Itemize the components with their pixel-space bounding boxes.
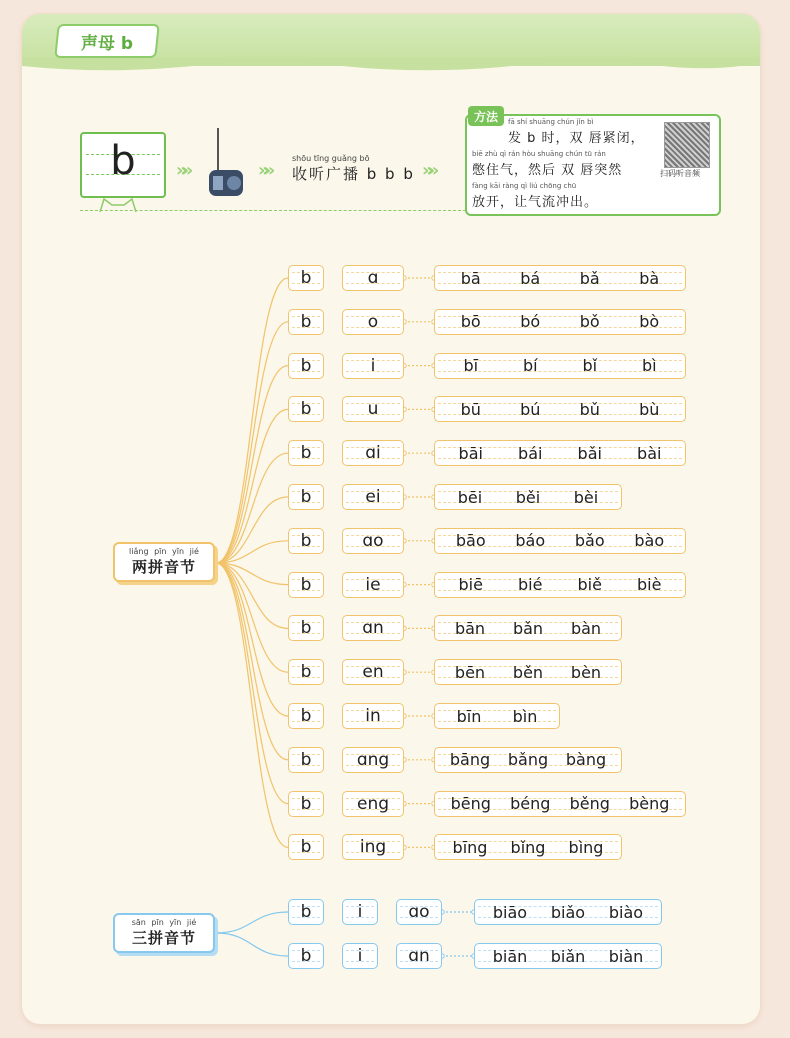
result-syllable: bǐng <box>510 837 546 857</box>
result-box <box>434 834 622 860</box>
result-syllable: bò <box>639 312 660 332</box>
final-box-text: eng <box>356 793 390 814</box>
initial-box-text: b <box>300 268 312 288</box>
result-box <box>434 484 622 510</box>
result-syllable: bí <box>522 356 538 376</box>
final-box <box>396 943 442 969</box>
result-syllable: běi <box>515 487 541 507</box>
final-box <box>342 484 404 510</box>
result-syllable: bèn <box>570 662 602 682</box>
initial-box <box>288 834 324 860</box>
final-box <box>342 309 404 335</box>
result-syllable: bà <box>639 268 660 288</box>
result-syllable: bāo <box>455 531 486 551</box>
medial-box <box>342 943 378 969</box>
result-syllable: bā <box>460 268 481 288</box>
final-box-text: ɑng <box>356 749 390 770</box>
two-part-label: liǎng pīn yīn jié 两拼音节 <box>113 542 215 582</box>
final-box-text: in <box>365 706 381 726</box>
initial-box-text: b <box>300 706 312 726</box>
initial-box <box>288 659 324 685</box>
final-box <box>342 528 404 554</box>
initial-box-text: b <box>300 946 312 966</box>
result-syllable: biǎn <box>550 946 586 966</box>
final-box <box>342 791 404 817</box>
result-box <box>434 528 686 554</box>
letter-glyph: b <box>110 138 136 184</box>
result-box <box>474 943 662 969</box>
qr-label: 扫码听音频 <box>660 169 700 178</box>
initial-box <box>288 528 324 554</box>
final-box <box>342 834 404 860</box>
result-box <box>434 615 622 641</box>
result-syllable: biàn <box>608 946 644 966</box>
initial-box <box>288 899 324 925</box>
result-syllable: bì <box>641 356 657 376</box>
result-syllable: bái <box>518 443 543 463</box>
initial-box-text: b <box>300 311 312 332</box>
final-box <box>342 265 404 291</box>
result-syllable: bǔ <box>579 399 600 419</box>
final-box-text: i <box>370 355 376 376</box>
arrow-icon: »» <box>176 160 188 181</box>
initial-box-text: b <box>300 530 312 551</box>
result-syllable: bèng <box>629 794 670 814</box>
result-syllable: báo <box>515 531 546 551</box>
initial-box <box>288 615 324 641</box>
final-box-text: ɑn <box>362 618 384 639</box>
result-syllable: bāi <box>458 443 483 463</box>
initial-box-text: b <box>300 837 312 858</box>
final-box <box>342 703 404 729</box>
method-tag: 方法 <box>468 106 504 126</box>
arrow-icon: »» <box>422 160 434 181</box>
result-syllable: biào <box>608 902 644 922</box>
initial-box <box>288 747 324 773</box>
method-line: biē zhù qì rán hòu shuāng chún tū rán 憋住气，然后 双 唇突然 <box>472 150 623 178</box>
result-syllable: bū <box>460 399 481 419</box>
arrow-icon: »» <box>258 160 270 181</box>
final-box <box>342 572 404 598</box>
result-box <box>434 265 686 291</box>
result-syllable: bīng <box>452 837 488 857</box>
result-box <box>434 396 686 422</box>
initial-box <box>288 353 324 379</box>
result-syllable: bié <box>518 575 543 595</box>
result-syllable: bēi <box>457 487 483 507</box>
method-line: fā shí shuāng chún jǐn bì 发 b 时，双 唇紧闭， <box>508 118 645 146</box>
final-box-text: ie <box>365 574 381 595</box>
section-tag: 声母 b <box>54 24 160 58</box>
medial-box <box>342 899 378 925</box>
initial-box <box>288 484 324 510</box>
listen-text: shōu tīng guǎng bō 收听广播 b b b <box>292 154 415 183</box>
result-syllable: bān <box>454 618 486 638</box>
initial-box <box>288 396 324 422</box>
initial-box-text: b <box>300 443 312 464</box>
final-box-text: o <box>367 311 379 332</box>
medial-box-text: i <box>357 946 363 966</box>
initial-box-text: b <box>300 902 312 922</box>
result-syllable: bàn <box>570 618 602 638</box>
result-syllable: biè <box>637 575 662 595</box>
result-syllable: běn <box>512 662 544 682</box>
result-syllable: biāo <box>492 902 528 922</box>
result-syllable: bìn <box>512 706 538 726</box>
initial-box <box>288 309 324 335</box>
final-box-text: ɑ <box>367 268 379 288</box>
final-box <box>396 899 442 925</box>
initial-box-text: b <box>300 793 312 814</box>
initial-box <box>288 265 324 291</box>
result-syllable: bō <box>460 312 481 332</box>
final-box-text: ei <box>365 487 381 507</box>
result-syllable: bǎi <box>577 443 602 463</box>
result-syllable: bǒ <box>579 312 600 332</box>
result-syllable: bēn <box>454 662 486 682</box>
result-box <box>434 703 560 729</box>
result-box <box>434 659 622 685</box>
result-box <box>434 572 686 598</box>
final-box-text: u <box>367 399 379 420</box>
initial-box <box>288 703 324 729</box>
final-box <box>342 659 404 685</box>
result-syllable: bèi <box>573 487 599 507</box>
initial-box <box>288 943 324 969</box>
result-syllable: biān <box>492 946 528 966</box>
result-syllable: běng <box>569 794 610 814</box>
result-syllable: bǐ <box>582 356 598 376</box>
result-syllable: bìng <box>568 837 604 857</box>
final-box-text: en <box>362 662 384 683</box>
initial-box-text: b <box>300 618 312 639</box>
result-box <box>434 309 686 335</box>
medial-box-text: i <box>357 902 363 922</box>
final-box <box>342 353 404 379</box>
result-syllable: bǎ <box>579 268 600 288</box>
result-syllable: bēng <box>450 794 491 814</box>
final-box-text: ɑo <box>408 902 430 922</box>
result-syllable: bǎo <box>574 531 605 551</box>
initial-box <box>288 440 324 466</box>
result-box <box>434 353 686 379</box>
result-syllable: biǎo <box>550 902 586 922</box>
initial-box-text: b <box>300 487 312 507</box>
final-box-text: ɑi <box>365 443 381 464</box>
method-line: fàng kāi ràng qì liú chōng chū 放开，让气流冲出。 <box>472 182 599 210</box>
initial-box <box>288 791 324 817</box>
result-box <box>434 747 622 773</box>
result-box <box>474 899 662 925</box>
final-box <box>342 747 404 773</box>
result-syllable: bài <box>637 443 662 463</box>
result-syllable: biē <box>458 575 483 595</box>
result-syllable: bào <box>634 531 665 551</box>
result-syllable: bīn <box>456 706 482 726</box>
initial-box-text: b <box>300 399 312 420</box>
final-box-text: ing <box>359 837 387 858</box>
initial-box-text: b <box>300 662 312 683</box>
final-box-text: ɑn <box>408 946 430 966</box>
result-syllable: bù <box>639 399 660 419</box>
result-syllable: biě <box>577 575 602 595</box>
result-syllable: bǎn <box>512 618 544 638</box>
final-box <box>342 440 404 466</box>
initial-box-text: b <box>300 574 312 595</box>
result-box <box>434 440 686 466</box>
result-syllable: bǎng <box>507 750 549 770</box>
result-syllable: bó <box>520 312 541 332</box>
final-box <box>342 396 404 422</box>
final-box-text: ɑo <box>362 530 384 551</box>
initial-box-text: b <box>300 749 312 770</box>
three-part-label: sān pīn yīn jié 三拼音节 <box>113 913 215 953</box>
result-box <box>434 791 686 817</box>
result-syllable: béng <box>510 794 551 814</box>
result-syllable: bāng <box>449 750 491 770</box>
final-box <box>342 615 404 641</box>
result-syllable: bá <box>520 268 541 288</box>
result-syllable: bàng <box>565 750 607 770</box>
result-syllable: bī <box>463 356 479 376</box>
initial-box-text: b <box>300 355 312 376</box>
result-syllable: bú <box>520 399 541 419</box>
initial-box <box>288 572 324 598</box>
